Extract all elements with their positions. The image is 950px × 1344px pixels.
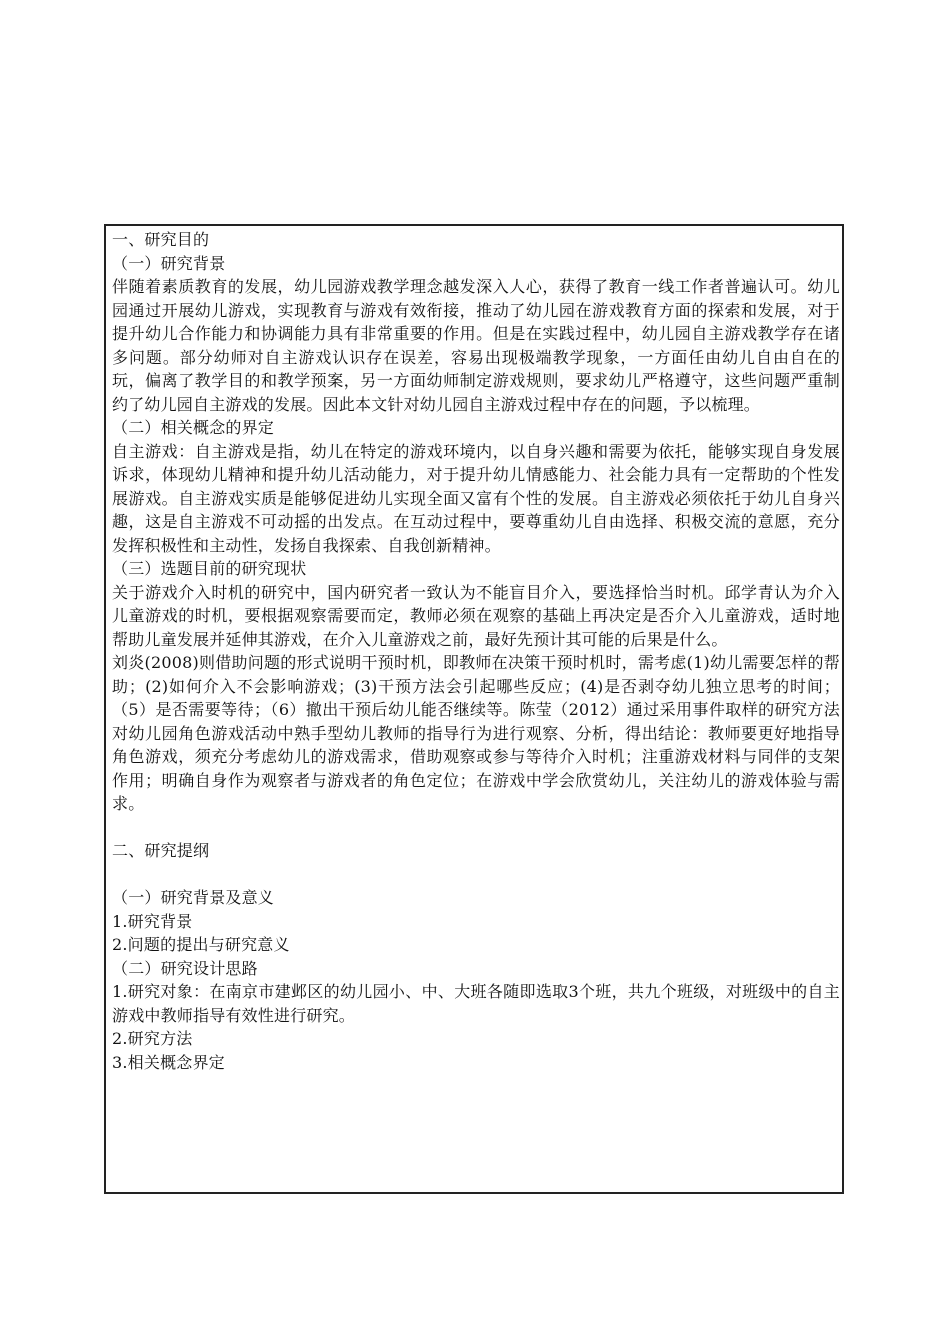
subheading-concept-definition: （二）相关概念的界定 xyxy=(112,418,275,437)
outline-item-research-methods: 2.研究方法 xyxy=(112,1029,193,1048)
spacer xyxy=(112,863,840,887)
paragraph-research-background: 伴随着素质教育的发展，幼儿园游戏教学理念越发深入人心，获得了教育一线工作者普遍认可。幼儿园通过开展幼儿游戏，实现教育与游戏有效衔接，推动了幼儿园在游戏教育方面的探索和发展，对于提升幼儿合作能力和协调能力具有非常重要的作用。但是在实践过程中，幼儿园自主游戏教学存在诸多问题。部分幼师对自主游戏认识存在误差，容易出现极端教学现象，一方面任由幼儿自由自在的玩，偏离了教学目的和教学预案，另一方面幼师制定游戏规则，要求幼儿严格遵守，这些问题严重制约了幼儿园自主游戏的发展。因此本文针对幼儿园自主游戏过程中存在的问题，予以梳理。 xyxy=(112,277,840,414)
spacer xyxy=(112,816,840,840)
subheading-research-status: （三）选题目前的研究现状 xyxy=(112,559,307,578)
outline-item-background: 1.研究背景 xyxy=(112,911,193,931)
subheading-design-approach: （二）研究设计思路 xyxy=(112,958,258,978)
outline-item-problem-significance: 2.问题的提出与研究意义 xyxy=(112,935,290,954)
subheading-research-background: （一）研究背景 xyxy=(112,253,226,273)
section-heading-research-outline: 二、研究提纲 xyxy=(112,841,210,860)
paragraph-concept-definition: 自主游戏：自主游戏是指，幼儿在特定的游戏环境内，以自身兴趣和需要为依托，能够实现自身发展诉求，体现幼儿精神和提升幼儿活动能力，对于提升幼儿情感能力、社会能力具有一定帮助的个性发展游戏。自主游戏实质是能够促进幼儿实现全面又富有个性的发展。自主游戏必须依托于幼儿自身兴趣，这是自主游戏不可动摇的出发点。在互动过程中，要尊重幼儿自由选择、积极交流的意愿，充分发挥积极性和主动性，发扬自我探索、自我创新精神。 xyxy=(112,441,840,555)
paragraph-research-status-2: 刘炎(2008)则借助问题的形式说明干预时机，即教师在决策干预时机时，需考虑(1)幼儿需要怎样的帮助；(2)如何介入不会影响游戏；(3)干预方法会引起哪些反应；(4)是否剥夺幼儿独立思考的时间；（5）是否需要等待；（6）撤出干预后幼儿能否继续等。陈莹（2012）通过采用事件取样的研究方法对幼儿园角色游戏活动中熟手型幼儿教师的指导行为进行观察、分析，得出结论：教师要更好地指导角色游戏，须充分考虑幼儿的游戏需求，借助观察或参与等待介入时机；注重游戏材料与同伴的支架作用；明确自身作为观察者与游戏者的角色定位；在游戏中学会欣赏幼儿，关注幼儿的游戏体验与需求。 xyxy=(112,653,840,813)
section-heading-research-purpose: 一、研究目的 xyxy=(112,230,210,249)
document-body xyxy=(112,228,840,1074)
outline-item-research-subjects: 1.研究对象：在南京市建邺区的幼儿园小、中、大班各随即选取3个班，共九个班级，对班级中的自主游戏中教师指导有效性进行研究。 xyxy=(112,982,840,1025)
subheading-background-significance: （一）研究背景及意义 xyxy=(112,888,275,907)
outline-item-concept-definition: 3.相关概念界定 xyxy=(112,1052,225,1072)
paragraph-research-status-1: 关于游戏介入时机的研究中，国内研究者一致认为不能盲目介入，要选择恰当时机。邱学青认为介入儿童游戏的时机，要根据观察需要而定，教师必须在观察的基础上再决定是否介入儿童游戏，适时地帮助儿童发展并延伸其游戏，在介入儿童游戏之前，最好先预计其可能的后果是什么。 xyxy=(112,582,840,649)
